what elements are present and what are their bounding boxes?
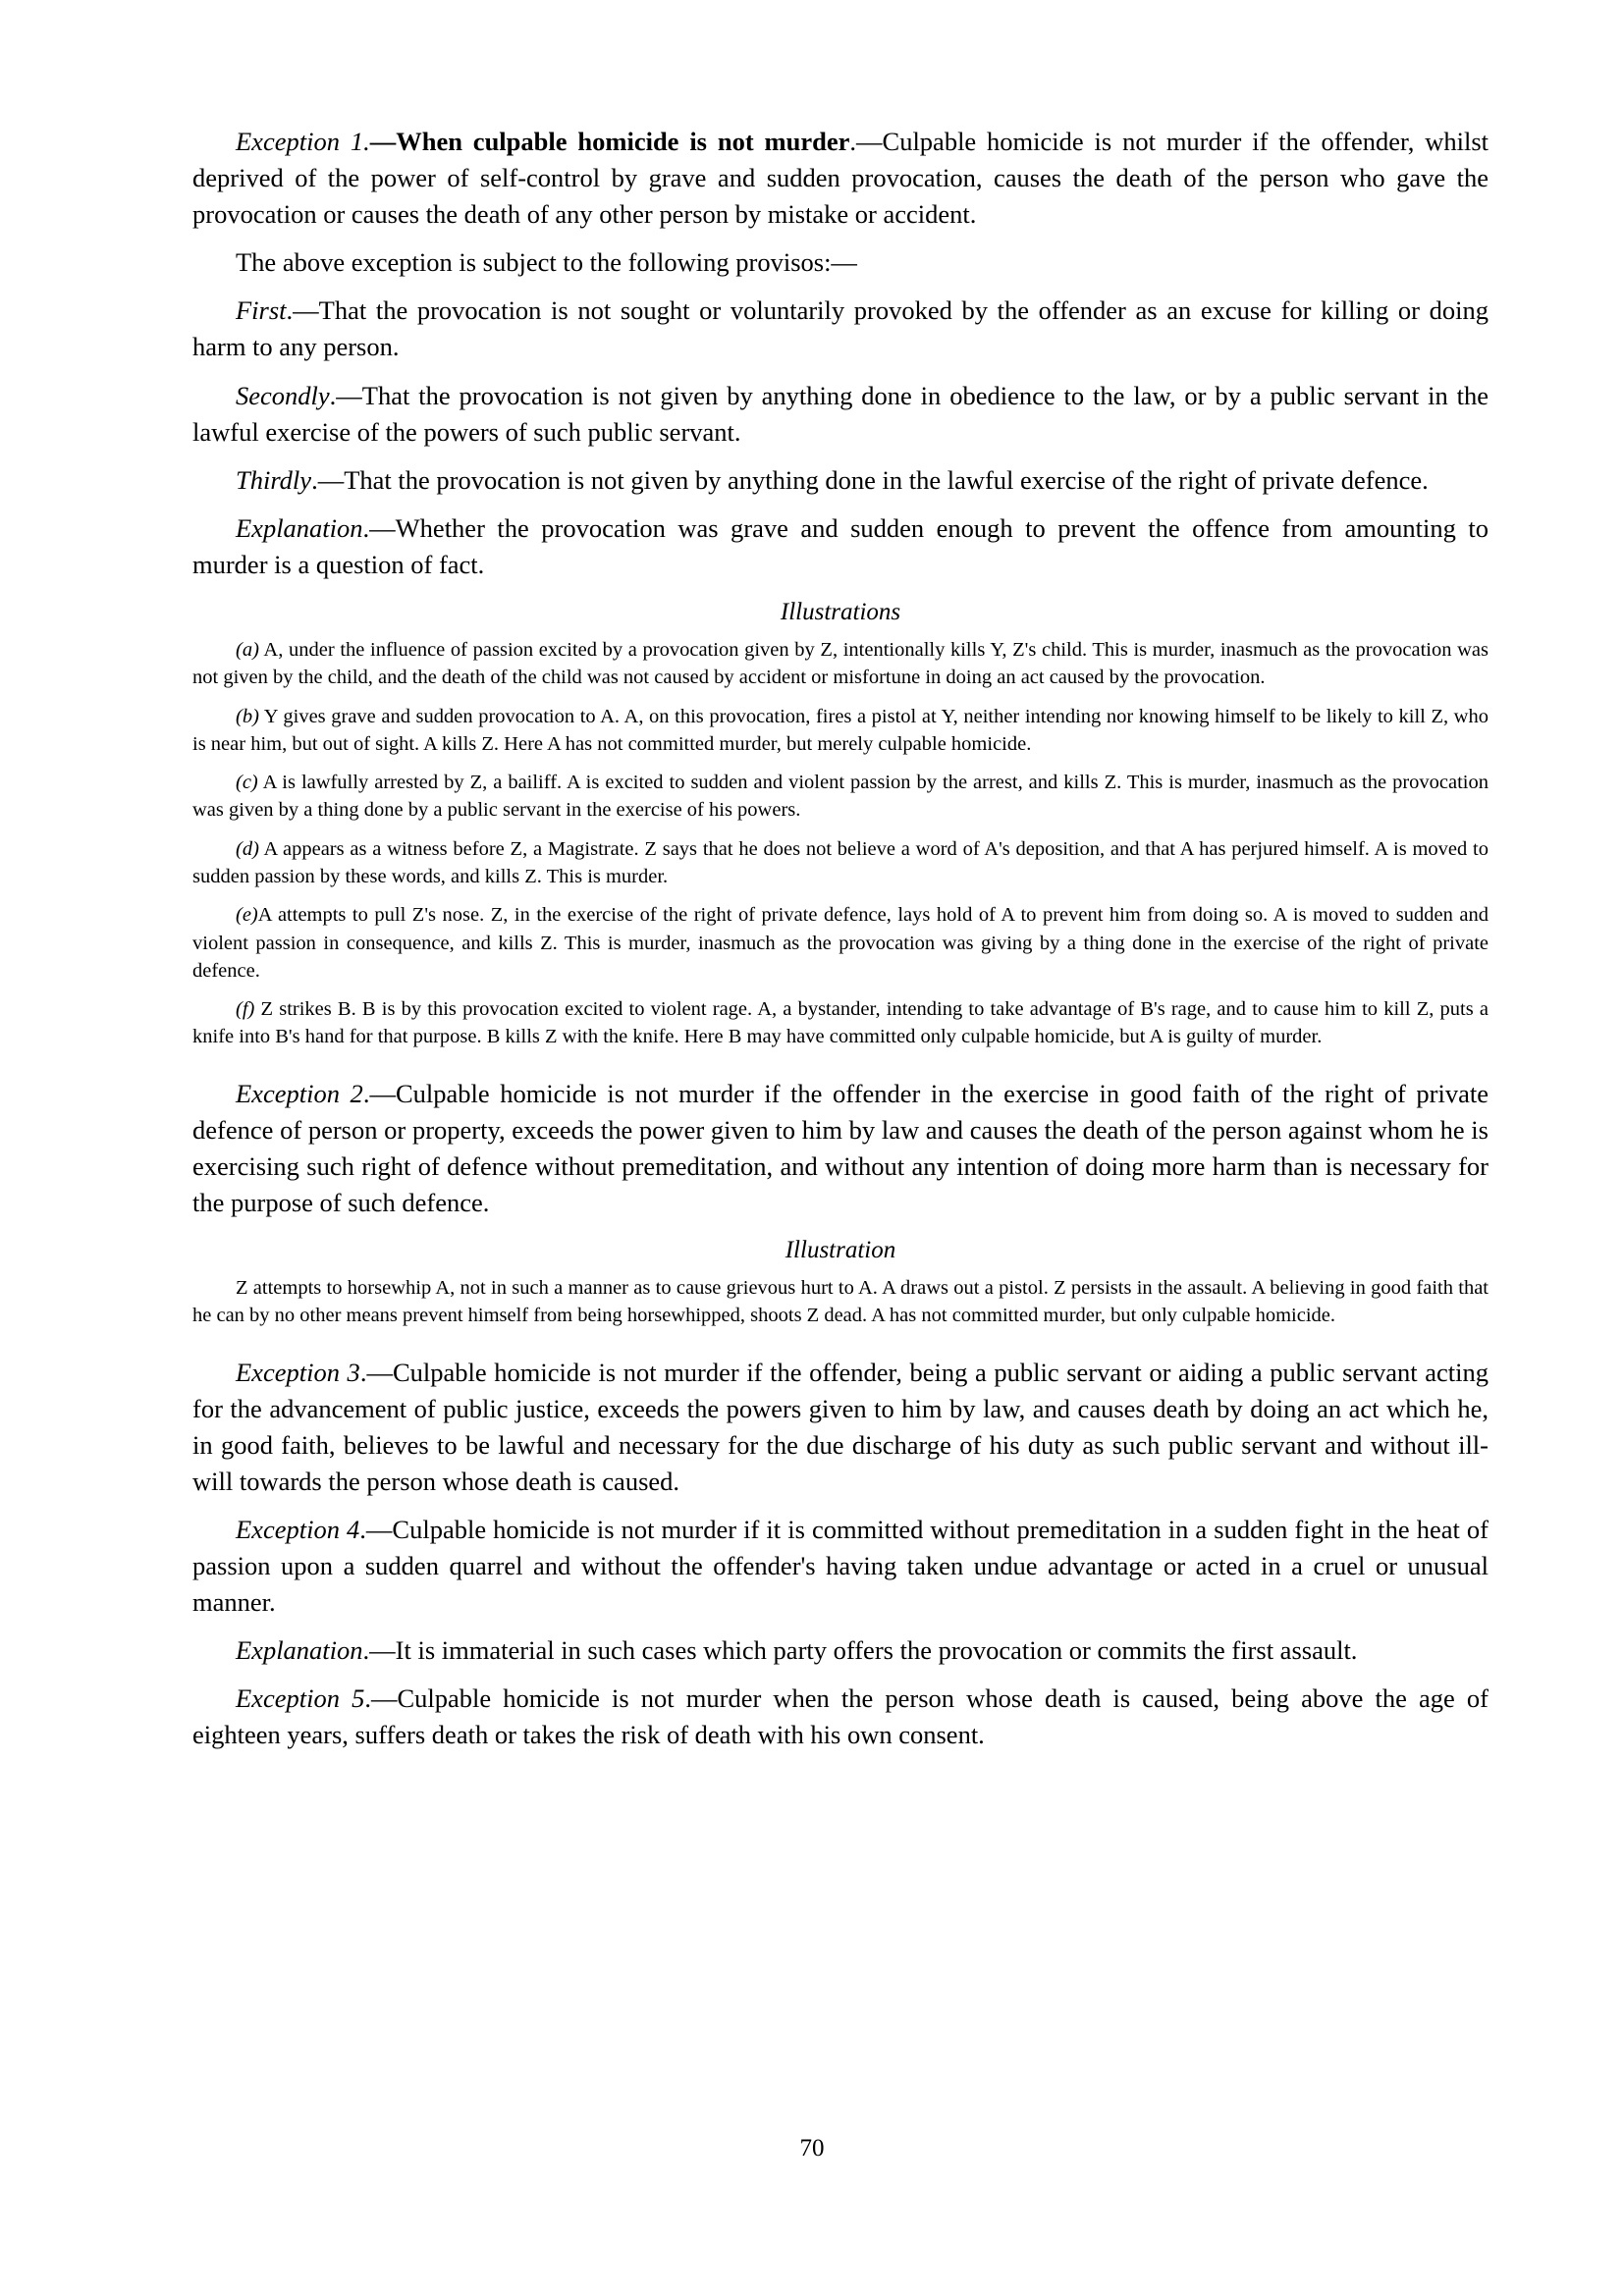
- illustration-label-a: (a): [236, 639, 259, 662]
- spacer: [192, 1341, 1489, 1355]
- paragraph-proviso-secondly: [192, 378, 1489, 451]
- spacer: [192, 1062, 1489, 1076]
- explanation-2-text: .—It is immaterial in such cases which party offers the provocation or commits the first assault.: [362, 1635, 1358, 1666]
- illustration-text-b: Y gives grave and sudden provocation to A. A, on this provocation, fires a pistol at Y, neither intending nor knowing himself to be likely to kill Z, who is near him, but out of sight. A kills Z. Here A has not committed murder, but merely culpable homicide.: [192, 705, 1489, 755]
- exception-3-label: Exception 3: [236, 1357, 360, 1387]
- paragraph-exception-3: [192, 1355, 1489, 1500]
- proviso-first-label: First: [236, 295, 287, 326]
- proviso-first-text: .—That the provocation is not sought or voluntarily provoked by the offender as an excuse for killing or doing harm to any person.: [192, 295, 1489, 362]
- illustration-item: [192, 901, 1489, 985]
- proviso-secondly-text: .—That the provocation is not given by anything done in obedience to the law, or by a public servant in the lawful exercise of the powers of such public servant.: [192, 380, 1489, 447]
- exception-4-label: Exception 4: [236, 1515, 360, 1544]
- proviso-thirdly-text: .—That the provocation is not given by anything done in the lawful exercise of the right of private defence.: [311, 464, 1429, 495]
- exception-5-text: .—Culpable homicide is not murder when the person whose death is caused, being above the age of eighteen years, suffers death or takes the risk of death with his own consent.: [192, 1683, 1489, 1750]
- paragraph-proviso-thirdly: [192, 462, 1489, 499]
- explanation-1-label: Explanation: [236, 512, 363, 543]
- page-content: [192, 124, 1489, 1766]
- exception-3-text: .—Culpable homicide is not murder if the offender, being a public servant or aiding a public servant acting for the advancement of public justice, exceeds the powers given to him by law, and causes death by doing an act which he, in good faith, believes to be lawful and necessary for the due discharge of his duty as such public servant and without ill-will towards the person whose death is caused.: [192, 1357, 1489, 1496]
- exception-1-label: Exception 1.: [236, 127, 370, 156]
- paragraph-exception-1: [192, 124, 1489, 233]
- illustration-item: [192, 636, 1489, 692]
- exception-5-label: Exception 5: [236, 1683, 365, 1714]
- illustration-text-d: A appears as a witness before Z, a Magistrate. Z says that he does not believe a word of A's deposition, and that A has perjured himself. A is moved to sudden passion by these words, and kills Z. This is murder.: [192, 837, 1489, 887]
- illustration-text-c: A is lawfully arrested by Z, a bailiff. A is excited to sudden and violent passion by the arrest, and kills Z. This is murder, inasmuch as the provocation was given by a thing done by a public servant in the exercise of his powers.: [192, 772, 1489, 822]
- explanation-1-text: .—Whether the provocation was grave and sudden enough to prevent the offence from amounting to murder is a question of fact.: [192, 512, 1489, 579]
- proviso-thirdly-label: Thirdly: [236, 464, 312, 495]
- exception-1-text: .—Culpable homicide is not murder if the offender, whilst deprived of the power of self-control by grave and sudden provocation, causes the death of the person who gave the provocation or causes the death of any other person by mistake or accident.: [192, 127, 1489, 230]
- paragraph-exception-5: [192, 1681, 1489, 1753]
- illustration-label-b: (b): [236, 705, 259, 727]
- illustration-text-f: Z strikes B. B is by this provocation excited to violent rage. A, a bystander, intending to take advantage of B's rage, and to cause him to kill Z, puts a knife into B's hand for that purpose. B kills Z with the knife. Here B may have committed only culpable homicide, but A is guilty of murder.: [192, 998, 1489, 1048]
- exception-1-heading: —When culpable homicide is not murder: [369, 127, 850, 156]
- illustration-item: [192, 1274, 1489, 1330]
- paragraph-explanation-1: [192, 510, 1489, 583]
- illustration-text-e: A attempts to pull Z's nose. Z, in the exercise of the right of private defence, lays hold of A to prevent him from doing so. A is moved to sudden and violent passion in consequence, and kills Z. This is murder, inasmuch as the provocation was giving by a thing done in the exercise of the right of private defence.: [192, 904, 1489, 982]
- paragraph-provisos-intro: [192, 244, 1489, 281]
- illustration-item: [192, 703, 1489, 759]
- proviso-secondly-label: Secondly: [236, 380, 330, 410]
- illustration-item: [192, 835, 1489, 891]
- provisos-intro-text: The above exception is subject to the following provisos:—: [236, 247, 857, 278]
- illustration-label-c: (c): [236, 772, 258, 794]
- explanation-2-label: Explanation: [236, 1635, 363, 1666]
- paragraph-proviso-first: [192, 293, 1489, 365]
- illustration-heading-singular: Illustration: [785, 1237, 896, 1264]
- illustrations-heading: Illustrations: [780, 599, 901, 626]
- illustration-item: [192, 995, 1489, 1051]
- exception-2-text: .—Culpable homicide is not murder if the offender in the exercise in good faith of the right of private defence of person or property, exceeds the power given to him by law and causes the death of the person against whom he is exercising such right of defence without premeditation, and without any intention of doing more harm than is necessary for the purpose of such defence.: [192, 1078, 1489, 1217]
- exception-2-label: Exception 2: [236, 1078, 363, 1108]
- illustration-2-text: Z attempts to horsewhip A, not in such a manner as to cause grievous hurt to A. A draws out a pistol. Z persists in the assault. A believing in good faith that he can by no other means prevent himself from being horsewhipped, shoots Z dead. A has not committed murder, but only culpable homicide.: [192, 1277, 1489, 1327]
- exception-4-text: .—Culpable homicide is not murder if it is committed without premeditation in a sudden fight in the heat of passion upon a sudden quarrel and without the offender's having taken undue advantage or acted in a cruel or unusual manner.: [192, 1515, 1489, 1618]
- illustration-label-d: (d): [236, 837, 259, 860]
- illustration-label-f: (f): [236, 998, 255, 1021]
- paragraph-exception-2: [192, 1076, 1489, 1221]
- paragraph-explanation-2: [192, 1632, 1489, 1669]
- illustration-label-e: (e): [236, 904, 258, 927]
- paragraph-exception-4: [192, 1512, 1489, 1621]
- illustration-item: [192, 769, 1489, 825]
- page-number: 70: [799, 2135, 825, 2162]
- illustration-text-a: A, under the influence of passion excited by a provocation given by Z, intentionally kills Y, Z's child. This is murder, inasmuch as the provocation was not given by the child, and the death of the child was not caused by accident or misfortune in doing an act caused by the provocation.: [192, 639, 1489, 689]
